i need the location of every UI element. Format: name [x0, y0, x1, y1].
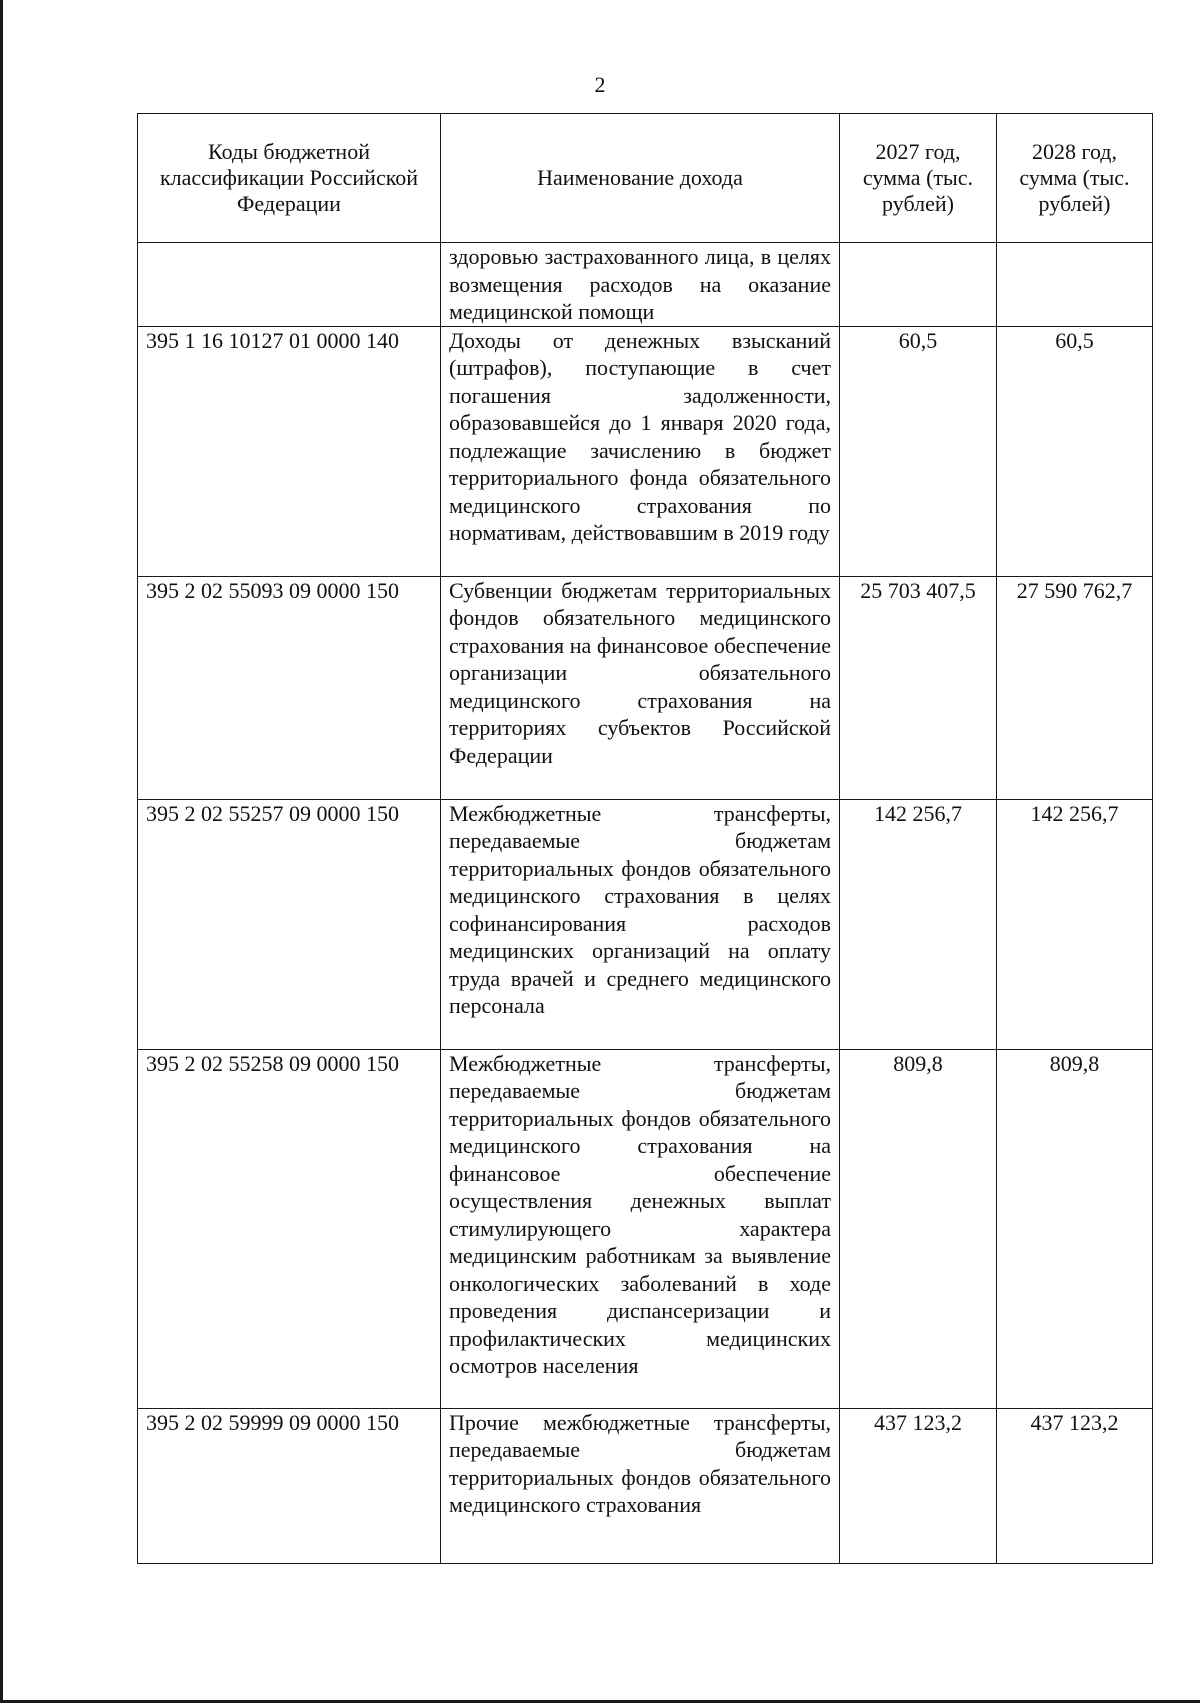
row-code: 395 2 02 55257 09 0000 150: [138, 799, 441, 1049]
row-code: 395 2 02 59999 09 0000 150: [138, 1408, 441, 1563]
header-year-2028: 2028 год, сумма (тыс. рублей): [997, 114, 1153, 243]
row-amount-2028: 437 123,2: [997, 1408, 1153, 1563]
page-number: 2: [594, 72, 606, 97]
row-name: здоровью застрахованного лица, в целях возмещения расходов на оказание медицинской помощи: [441, 243, 840, 327]
row-amount-2027: [840, 243, 997, 327]
header-name: Наименование дохода: [441, 114, 840, 243]
row-amount-2027: 437 123,2: [840, 1408, 997, 1563]
row-amount-2027: 60,5: [840, 326, 997, 576]
table-row: [138, 576, 1153, 799]
row-code: [138, 243, 441, 327]
table-row: [138, 243, 1153, 327]
row-name: Прочие межбюджетные трансферты, передаваемые бюджетам территориальных фондов обязательного медицинского страхования: [441, 1408, 840, 1563]
row-amount-2028: 60,5: [997, 326, 1153, 576]
row-amount-2028: 142 256,7: [997, 799, 1153, 1049]
table-row: [138, 1408, 1153, 1563]
row-name: Субвенции бюджетам территориальных фондов обязательного медицинского страхования на финансовое обеспечение организации обязательного медицинского страхования на территориях субъектов Российской Федерации: [441, 576, 840, 799]
row-amount-2028: 27 590 762,7: [997, 576, 1153, 799]
revenue-table: [137, 113, 1153, 1564]
table-header-row: [138, 114, 1153, 243]
table-row: [138, 1049, 1153, 1408]
table-row: [138, 799, 1153, 1049]
row-name: Межбюджетные трансферты, передаваемые бюджетам территориальных фондов обязательного медицинского страхования в целях софинансирования расходов медицинских организаций на оплату труда врачей и среднего медицинского персонала: [441, 799, 840, 1049]
row-code: 395 1 16 10127 01 0000 140: [138, 326, 441, 576]
page-edge-left: [0, 0, 3, 1703]
header-code: Коды бюджетной классификации Российской Федерации: [138, 114, 441, 243]
row-name: Доходы от денежных взысканий (штрафов), поступающие в счет погашения задолженности, образовавшейся до 1 января 2020 года, подлежащие зачислению в бюджет территориального фонда обязательного медицинского страхования по нормативам, действовавшим в 2019 году: [441, 326, 840, 576]
row-amount-2027: 142 256,7: [840, 799, 997, 1049]
row-name: Межбюджетные трансферты, передаваемые бюджетам территориальных фондов обязательного медицинского страхования на финансовое обеспечение осуществления денежных выплат стимулирующего характера медицинским работникам за выявление онкологических заболеваний в ходе проведения диспансеризации и профилактических медицинских осмотров населения: [441, 1049, 840, 1408]
row-amount-2028: [997, 243, 1153, 327]
row-code: 395 2 02 55093 09 0000 150: [138, 576, 441, 799]
row-amount-2027: 25 703 407,5: [840, 576, 997, 799]
row-code: 395 2 02 55258 09 0000 150: [138, 1049, 441, 1408]
table-row: [138, 326, 1153, 576]
row-amount-2027: 809,8: [840, 1049, 997, 1408]
header-year-2027: 2027 год, сумма (тыс. рублей): [840, 114, 997, 243]
row-amount-2028: 809,8: [997, 1049, 1153, 1408]
